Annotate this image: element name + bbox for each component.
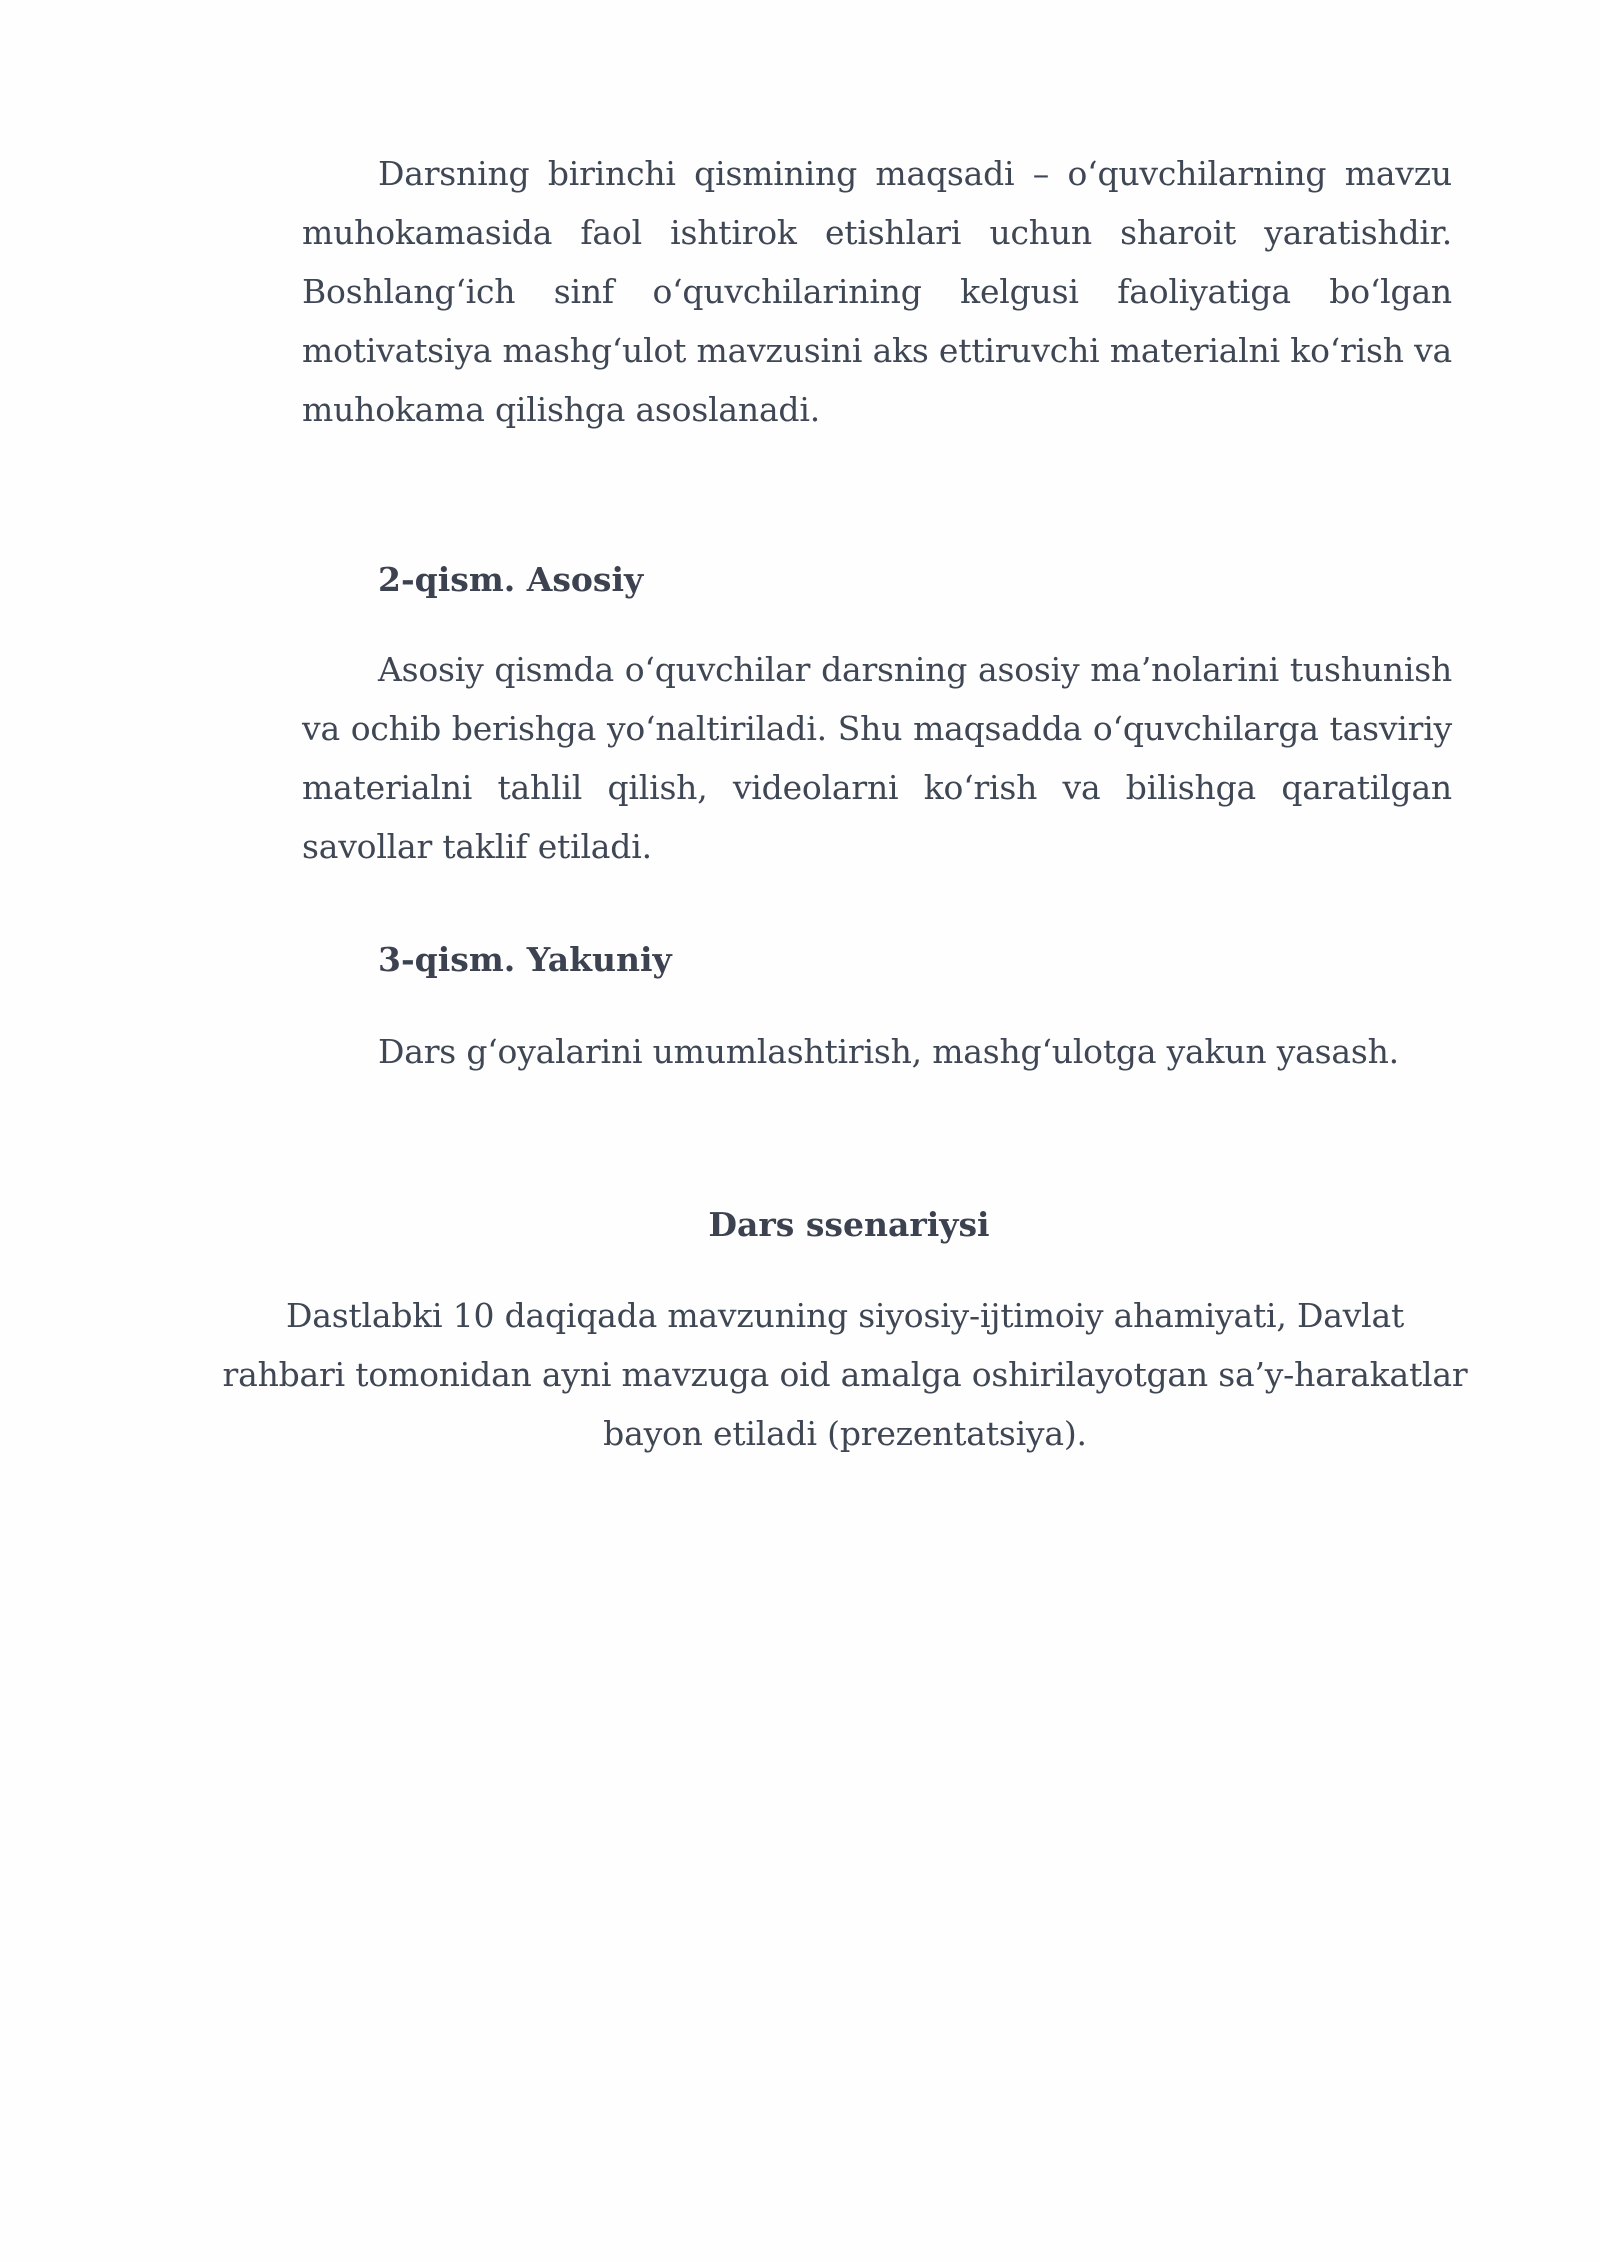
section2-paragraph: Asosiy qismda o‘quvchilar darsning asosiy ma’nolarini tushunish va ochib berishga yo‘naltiriladi. Shu maqsadda o‘quvchilarga tasviriy materialni tahlil qilish, videolarni ko‘rish va bilishga qaratilgan savollar taklif etiladi. [302, 650, 1452, 866]
scenario-paragraph: Dastlabki 10 daqiqada mavzuning siyosiy-ijtimoiy ahamiyati, Davlat rahbari tomonidan ayni mavzuga oid amalga oshirilayotgan sa’y-harakatlar bayon etiladi (prezentatsiya). [222, 1296, 1468, 1453]
section3-heading: 3-qism. Yakuniy [378, 940, 672, 979]
intro-paragraph: Darsning birinchi qismining maqsadi – o‘quvchilarning mavzu muhokamasida faol ishtirok etishlari uchun sharoit yaratishdir. Boshlang‘ich sinf o‘quvchilarining kelgusi faoliyatiga bo‘lgan motivatsiya mashg‘ulot mavzusini aks ettiruvchi materialni ko‘rish va muhokama qilishga asoslanadi. [302, 154, 1452, 429]
section3-paragraph: Dars g‘oyalarini umumlashtirish, mashg‘ulotga yakun yasash. [378, 1032, 1399, 1071]
scenario-heading: Dars ssenariysi [708, 1205, 990, 1244]
section2-heading: 2-qism. Asosiy [378, 560, 644, 599]
